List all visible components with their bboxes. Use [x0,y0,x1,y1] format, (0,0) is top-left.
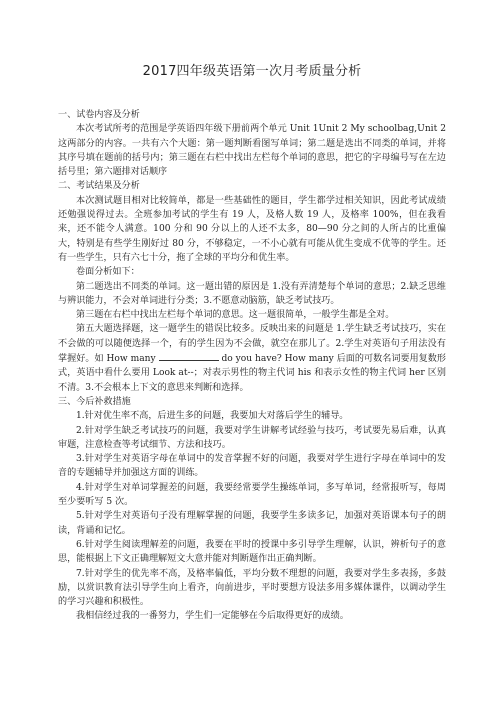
closing-paragraph: 我相信经过我的一番努力，学生们一定能够在今后取得更好的成绩。 [76,611,349,622]
section-heading-2: 二、考试结果及分析 [58,181,140,192]
section-heading-3: 三、今后补救措施 [58,396,131,407]
section-heading-1: 一、试卷内容及分析 [58,110,140,120]
measure-item-7: 7.针对学生的优先率不高，及格率偏低，平均分数不理想的问题，我要对学生多表扬，多鼓励，以赏识教育法引导学生向上看齐，向前进步，平时要想方设法多用多媒体课件，以调动学生的学习兴趣和积极性。 [58,568,446,608]
paragraph-question-5-part-b: do you have? How many 后面的可数名词要用复数形式，英语中看什么要用 Look at--；对表示男性的物主代词 his 和表示女性的物主代词 her 区别不清。3.不会根本上下文的意思来判断和选择。 [58,354,446,393]
paragraph-exam-content: 本次考试所考的范围是学英语四年级下册前两个单元 Unit 1Unit 2 My schoolbag,Unit 2这两部分的内容。一共有六个大题：第一题判断看图写单词；第二题是选出不同类的单词，并将其序号填在题前的括号内；第三题在右栏中找出左栏每个单词的意思，把它的字母编号写在左边括号里；第六题排对话顺序 [58,124,446,178]
measure-item-4: 4.针对学生对单词掌握差的问题，我要经常要学生操练单词，多写单词，经常报听写，每周至少要听写 5 次。 [58,482,446,508]
measure-item-6: 6.针对学生阅读理解差的问题，我要在平时的授课中多引导学生理解，认识，辨析句子的意思，能根据上下文正确理解短文大意并能对判断题作出正确判断。 [58,539,446,565]
paragraph-question-5 [58,322,446,394]
fill-blank-line [159,351,219,361]
paragraph-exam-results: 本次测试题目相对比较简单，都是一些基础性的题目，学生都学过相关知识，因此考试成绩还勉强说得过去。全班参加考试的学生有 19 人，及格人数 19 人，及格率 100%，但在我看来，还不能令人满意。100 分和 90 分以上的人还不太多，80—90 分之间的人所占的比重偏大，特别是有些学生刚好过 80 分，不够稳定，一不小心就有可能从优生变成不优等的学生。还有一些学生，只有六七十分，拖了全球的平均分和优生率。 [58,195,446,263]
paragraph-analysis-intro: 卷面分析如下： [76,267,140,278]
document-title: 2017四年级英语第一次月考质量分析 [142,64,362,79]
measure-item-1: 1.针对优生率不高，后进生多的问题，我要加大对落后学生的辅导。 [76,411,349,422]
measure-item-2: 2.针对学生缺乏考试技巧的问题，我要对学生讲解考试经验与技巧，考试要先易后难，认真审题，注意检查等考试细节、方法和技巧。 [58,425,446,450]
measure-item-5: 5.针对学生对英语句子没有理解掌握的问题，我要学生多读多记，加强对英语课本句子的朗读，背诵和记忆。 [58,511,446,536]
paragraph-question-3: 第三题在右栏中找出左栏每个单词的意思。这一题很简单，一般学生都是全对。 [76,310,395,321]
measure-item-3: 3.针对学生对英语字母在单词中的发音掌握不好的问题，我要对学生进行字母在单词中的发音的专题辅导并加强这方面的训练。 [58,454,446,479]
paragraph-question-2: 第二题选出不同类的单词。这一题出错的原因是 1.没有弄清楚每个单词的意思；2.缺乏思维与辨识能力，不会对单词进行分类；3.不愿意动脑筋，缺乏考试技巧。 [58,281,446,306]
paragraph-question-5-part-a: 第五大题选择题，这一题学生的错误比较多。反映出来的问题是 1.学生缺乏考试技巧，实在不会做的可以随便选择一个，有的学生因为不会做，就空在那儿了。2.学生对英语句子用法没有掌握好。如 How many [58,324,446,365]
